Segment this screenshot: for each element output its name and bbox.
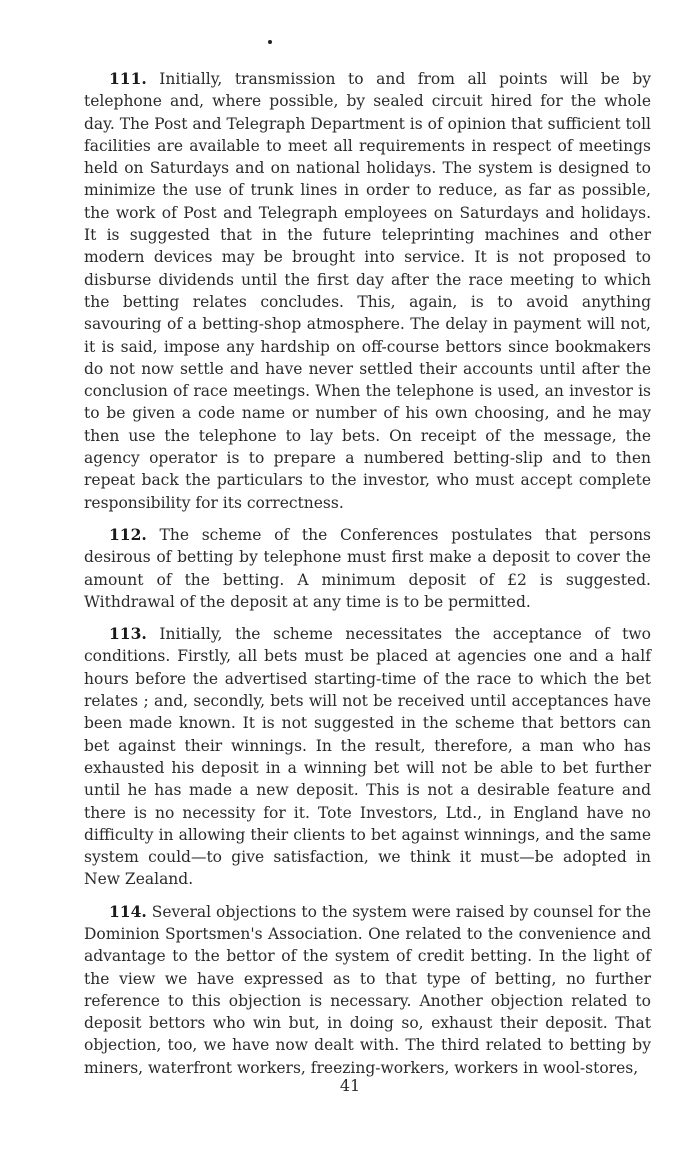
paragraph-text: Several objections to the system were raised by counsel for the Dominion Sportsmen's Association. One related to the convenience and advantage to the bettor of the system of credit betting. In the light of the view we have expressed as to that type of betting, no further reference to this objection is necessary. Another objection related to deposit bettors who win but, in doing so, exhaust their deposit. That objection, too, we have now dealt with. The third related to betting by miners, waterfront workers, freezing-workers, workers in wool-stores, (84, 902, 651, 1077)
paragraph-number: 114. (109, 901, 147, 921)
body-text (84, 68, 651, 1089)
paragraph-text: The scheme of the Conferences postulates that persons desirous of betting by telephone must first make a deposit to cover the amount of the betting. A minimum deposit of £2 is suggested. Withdrawal of the deposit at any time is to be permitted. (84, 525, 652, 611)
page-number: 41 (339, 1076, 361, 1095)
paragraph-number: 113. (109, 624, 147, 644)
paragraph-111 (84, 68, 651, 514)
ink-mark (268, 40, 272, 44)
paragraph-113 (84, 623, 651, 891)
paragraph-text: Initially, transmission to and from all points will be by telephone and, where possible, by sealed circuit hired for the whole day. The Post and Telegraph Department is of opinion that sufficient toll facilities are available to meet all requirements in respect of meetings held on Saturdays and on national holidays. The system is designed to minimize the use of trunk lines in order to reduce, as far as possible, the work of Post and Telegraph employees on Saturdays and holidays. It is suggested that in the future teleprinting machines and other modern devices may be brought into service. It is not proposed to disburse dividends until the first day after the race meeting to which the betting relates concludes. This, again, is to avoid anything savouring of a betting-shop atmosphere. The delay in payment will not, it is said, impose any hardship on off-course bettors since bookmakers do not now settle and have never settled their accounts until after the conclusion of race meetings. When the telephone is used, an investor is to be given a code name or number of his own choosing, and he may then use the telephone to lay bets. On receipt of the message, the agency operator is to prepare a numbered betting-slip and to then repeat back the particulars to the investor, who must accept complete responsibility for its correctness. (84, 70, 651, 512)
paragraph-112 (84, 524, 651, 613)
paragraph-114 (84, 901, 651, 1079)
paragraph-text: Initially, the scheme necessitates the acceptance of two conditions. Firstly, all bets must be placed at agencies one and a half hours before the advertised starting-time of the race to which the bet relates ; and, secondly, bets will not be received until acceptances have been made known. It is not suggested in the scheme that bettors can bet against their winnings. In the result, therefore, a man who has exhausted his deposit in a winning bet will not be able to bet further until he has made a new deposit. This is not a desirable feature and there is no necessity for it. Tote Investors, Ltd., in England have no difficulty in allowing their clients to bet against winnings, and the same system could—to give satisfaction, we think it must—be adopted in New Zealand. (84, 625, 651, 889)
paragraph-number: 111. (109, 69, 147, 88)
paragraph-number: 112. (109, 524, 147, 544)
